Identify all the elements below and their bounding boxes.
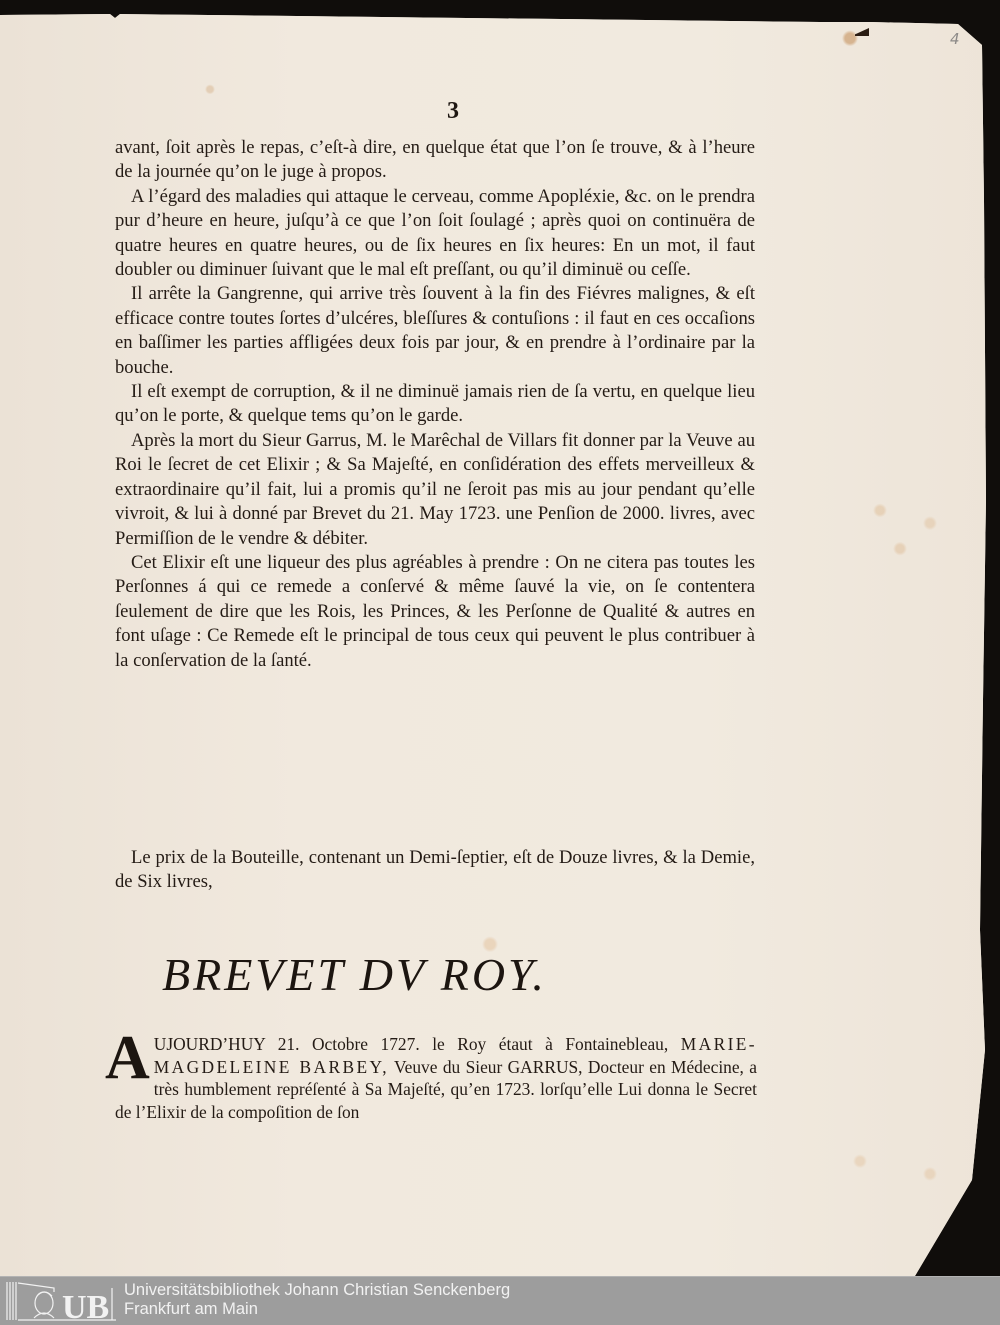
brevet-name: MARIE-MAGDELEINE BARBEY, <box>153 1034 757 1077</box>
paragraph-brevet <box>105 1024 757 1123</box>
paragraph-history: Après la mort du Sieur Garrus, M. le Marêchal de Villars fit donner par la Veuve au Roi le ſecret de cet Elixir ; & Sa Majeſté, en conſidération des effets merveilleux & extraordinaire qu’il fait, lui a promis qu’il ne ſeroit pas mis au jour pendant qu’elle vivroit, & lui à donné par Brevet du 21. May 1723. une Penſion de 2000. livres, avec Permiſſion de le vendre & débiter. <box>115 429 755 549</box>
ub-logo-icon <box>4 1280 116 1323</box>
paragraph-continuation: avant, ſoit après le repas, c’eſt-à dire, en quelque état que l’on ſe trouve, & à l’heure de la journée qu’on le juge à propos. <box>115 137 755 183</box>
paragraph-gangrene: Il arrête la Gangrenne, qui arrive très ſouvent à la fin des Fiévres malignes, & eſt efficace contre toutes ſortes d’ulcéres, bleſſures & contuſions : il faut en ces occaſions en baſſimer les parties affligées deux fois par jour, & en prendre à l’ordinaire par la bouche. <box>115 283 755 378</box>
paragraph-liqueur: Cet Elixir eſt une liqueur des plus agréables à prendre : On ne citera pas toutes les Perſonnes á qui ce remede a conſervé & même ſauvé la vie, on ſe contentera ſeulement de dire que les Rois, les Princes, & les Perſonne de Qualité & autres en font uſage : Ce Remede eſt le principal de tous ceux qui peuvent le plus contribuer à la conſervation de la ſanté. <box>115 551 755 671</box>
library-name: Universitätsbibliothek Johann Christian Senckenberg <box>124 1281 511 1299</box>
paragraph-price: Le prix de la Bouteille, contenant un Demi-ſeptier, eſt de Douze livres, & la Demie, de Six livres, <box>115 847 755 893</box>
price-text <box>115 846 755 895</box>
logo-text: UB <box>62 1289 110 1323</box>
brevet-text <box>105 1024 757 1123</box>
drop-cap: A <box>105 1024 150 1092</box>
paragraph-brain-diseases: A l’égard des maladies qui attaque le cerveau, comme Apopléxie, &c. on le prendra pur d’heure en heure, juſqu’à ce que l’on ſoit ſoulagé ; après quoi on continuëra de quatre heures en quatre heures, ou de ſix heures en ſix heures: En un mot, il faut doubler ou diminuer ſuivant que le mal eſt preſſant, ou qu’il diminuë ou ceſſe. <box>115 185 755 281</box>
brevet-opening: UJOURD’HUY 21. Octobre 1727. le Roy étaut à Fontainebleau, <box>153 1034 669 1054</box>
library-footer <box>0 1276 1000 1325</box>
brevet-rest: Veuve du Sieur GARRUS, Docteur en Médecine, a très humblement repréſenté à Sa Majeſté, qu’en 1723. lorſqu’elle Lui donna le Secret de l’Elixir de la compoſition de ſon <box>115 1056 757 1122</box>
paragraph-corruption: Il eſt exempt de corruption, & il ne diminuë jamais rien de ſa vertu, en quelque lieu qu’on le porte, & quelque tems qu’on le garde. <box>115 381 755 427</box>
archive-page-number: 4 <box>950 30 960 48</box>
section-title-brevet: BREVET DV ROY. <box>162 949 547 1000</box>
library-city: Frankfurt am Main <box>124 1300 258 1318</box>
page-number: 3 <box>447 98 459 124</box>
body-text <box>115 136 755 673</box>
